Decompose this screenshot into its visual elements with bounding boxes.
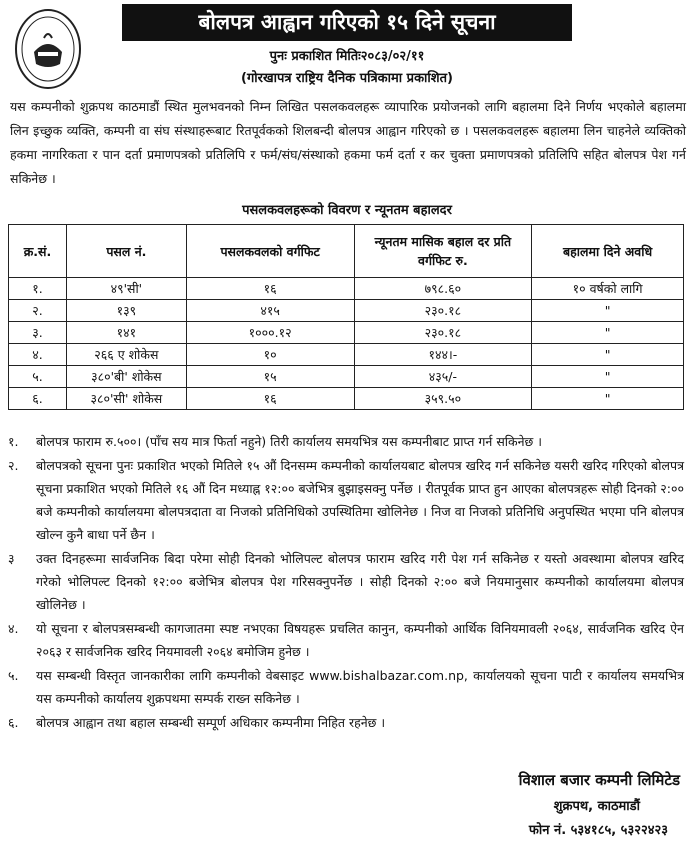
table-header-row <box>9 225 684 278</box>
note-number: ३ <box>8 551 15 566</box>
company-address: शुक्रपथ, काठमाडौं <box>553 799 640 814</box>
note-text: यो सूचना र बोलपत्रसम्बन्धी कागजातमा स्पष्ट नभएका विषयहरू प्रचलित कानुन, कम्पनीको आर्थिक विनियमावली २०६४, सार्वजनिक खरिद ऐन २०६३ र सार्वजनिक खरिद नियमावली २०६४ बमोजिम हुनेछ । <box>36 621 684 659</box>
table-title: पसलकवलहरूको विवरण र न्यूनतम बहालदर <box>242 203 452 218</box>
note-number: ५. <box>8 668 19 683</box>
table-row <box>9 388 684 410</box>
note-text: उक्त दिनहरूमा सार्वजनिक बिदा परेमा सोही दिनको भोलिपल्ट बोलपत्र फाराम खरिद गरी पेश गर्न सकिनेछ र यस्तो अवस्थामा बोलपत्र खरिद गरेको भोलिपल्ट दिनको १२:०० बजेभित्र बोलपत्र पेश गरिसक्नुपर्नेछ । सोही दिनको २:०० बजे नियमानुसार कम्पनीको कार्यालयमा बोलपत्र खोलिनेछ । <box>36 551 684 612</box>
cell-shop-no: १४१ <box>66 322 186 344</box>
header-sqft: पसलकवलको वर्गफिट <box>186 225 354 278</box>
cell-sqft: १६ <box>186 388 354 410</box>
shop-rate-table <box>8 224 684 410</box>
note-number: १. <box>8 434 19 449</box>
list-item <box>8 454 684 546</box>
published-in: (गोरखापत्र राष्ट्रिय दैनिक पत्रिकामा प्रकाशित) <box>241 71 453 86</box>
cell-sqft: १६ <box>186 278 354 300</box>
list-item <box>8 711 684 734</box>
cell-min-rent: ७९८.६० <box>354 278 532 300</box>
header-shop-no: पसल नं. <box>66 225 186 278</box>
list-item <box>8 617 684 663</box>
table-row <box>9 366 684 388</box>
list-item <box>8 547 684 616</box>
table-row <box>9 300 684 322</box>
note-text: बोलपत्र आह्वान तथा बहाल सम्बन्धी सम्पूर्ण अधिकार कम्पनीमा निहित रहनेछ । <box>36 715 386 730</box>
note-text: यस सम्बन्धी विस्तृत जानकारीका लागि कम्पनीको वेबसाइट www.bishalbazar.com.np, कार्यालयको सूचना पाटी र कार्यालय समयभित्र यस कम्पनीको कार्यालय शुक्रपथमा सम्पर्क राख्न सकिनेछ । <box>36 668 684 706</box>
cell-sqft: १०००.१२ <box>186 322 354 344</box>
cell-serial: ३. <box>9 322 67 344</box>
table-row <box>9 322 684 344</box>
cell-shop-no: ४९'सी' <box>66 278 186 300</box>
notice-title: बोलपत्र आह्वान गरिएको १५ दिने सूचना <box>122 4 572 41</box>
header-serial: क्र.सं. <box>9 225 67 278</box>
note-number: २. <box>8 458 19 473</box>
note-text: बोलपत्रको सूचना पुनः प्रकाशित भएको मितिले १५ औं दिनसम्म कम्पनीको कार्यालयबाट बोलपत्र खरिद गर्न सकिनेछ यसरी खरिद गरिएको बोलपत्र सूचना प्रकाशित भएको मितिले १६ औं दिन मध्याह्न १२:०० बजेभित्र बुझाइसक्नु पर्नेछ । रीतपूर्वक प्राप्त हुन आएका बोलपत्रहरू सोही दिनको २:०० बजे कम्पनीको कार्यालयमा बोलपत्रदाता वा निजको प्रतिनिधिको उपस्थितिमा खोलिनेछ । निज वा निजको प्रतिनिधि अनुपस्थित भएमा पनि बोलपत्र खोल्न कुनै बाधा पर्ने छैन । <box>36 458 684 542</box>
note-text: बोलपत्र फाराम रु.५००। (पाँच सय मात्र फिर्ता नहुने) तिरी कार्यालय समयभित्र यस कम्पनीबाट प्राप्त गर्न सकिनेछ । <box>36 434 543 449</box>
cell-serial: १. <box>9 278 67 300</box>
cell-period: " <box>532 344 684 366</box>
cell-period: १० वर्षको लागि <box>532 278 684 300</box>
reprint-date: पुनः प्रकाशित मितिः२०८३/०२/११ <box>269 49 425 64</box>
note-number: ६. <box>8 715 19 730</box>
table-row <box>9 344 684 366</box>
cell-min-rent: २३०.१८ <box>354 322 532 344</box>
cell-shop-no: ३८०'बी' शोकेस <box>66 366 186 388</box>
cell-min-rent: २३०.१८ <box>354 300 532 322</box>
cell-min-rent: ४३५/- <box>354 366 532 388</box>
cell-period: " <box>532 300 684 322</box>
cell-min-rent: ३५९.५० <box>354 388 532 410</box>
cell-sqft: १५ <box>186 366 354 388</box>
cell-serial: ४. <box>9 344 67 366</box>
table-row <box>9 278 684 300</box>
cell-min-rent: १४४।- <box>354 344 532 366</box>
company-name: विशाल बजार कम्पनी लिमिटेड <box>518 771 680 789</box>
header-period: बहालमा दिने अवधि <box>532 225 684 278</box>
intro-paragraph: यस कम्पनीको शुक्रपथ काठमाडौं स्थित मुलभवनको निम्न लिखित पसलकवलहरू व्यापारिक प्रयोजनको लागि बहालमा दिने निर्णय भएकोले बहालमा लिन इच्छुक व्यक्ति, कम्पनी वा संघ संस्थाहरूबाट रितपूर्वकको शिलबन्दी बोलपत्र आह्वान गरिएको छ । पसलकवलहरू बहालमा लिन चाहनेले व्यक्तिको हकमा नागरिकता र पान दर्ता प्रमाणपत्रको प्रतिलिपि र फर्म/संघ/संस्थाको हकमा फर्म दर्ता र कर चुक्ता प्रमाणपत्रको प्रतिलिपि सहित बोलपत्र पेश गर्न सकिनेछ । <box>10 99 686 186</box>
cell-sqft: ४१५ <box>186 300 354 322</box>
cell-period: " <box>532 366 684 388</box>
cell-period: " <box>532 322 684 344</box>
cell-serial: २. <box>9 300 67 322</box>
cell-shop-no: १३९ <box>66 300 186 322</box>
cell-serial: ५. <box>9 366 67 388</box>
list-item <box>8 664 684 710</box>
notes-list <box>8 430 684 735</box>
cell-period: " <box>532 388 684 410</box>
company-phone: फोन नं. ५३४१८५, ५३२२४२३ <box>528 823 668 838</box>
cell-serial: ६. <box>9 388 67 410</box>
note-number: ४. <box>8 621 19 636</box>
cell-shop-no: ३८०'सी' शोकेस <box>66 388 186 410</box>
list-item <box>8 430 684 453</box>
header-min-rent: न्यूनतम मासिक बहाल दर प्रति वर्गफिट रु. <box>354 225 532 278</box>
cell-shop-no: २६६ ए शोकेस <box>66 344 186 366</box>
cell-sqft: १० <box>186 344 354 366</box>
